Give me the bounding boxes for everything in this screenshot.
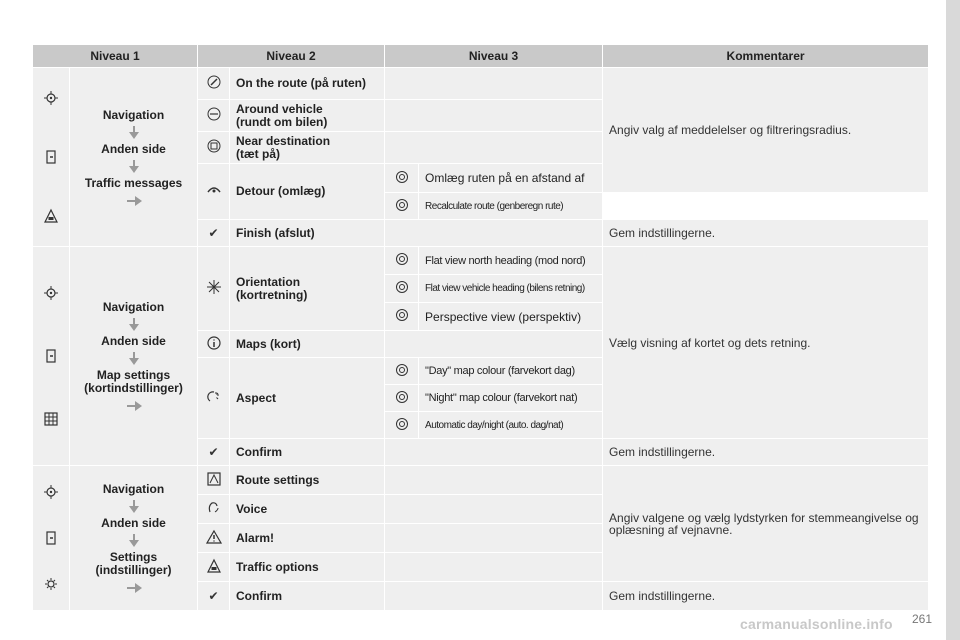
level1-step: Traffic messages (84, 175, 183, 190)
arrow-right-icon (127, 196, 141, 206)
arrow-right-icon (127, 583, 141, 593)
header-level2: Niveau 2 (198, 45, 385, 68)
level3-empty (385, 582, 603, 611)
level3-empty (385, 132, 603, 164)
level1-icons (33, 68, 70, 247)
settings-table (32, 44, 929, 611)
level3-empty (385, 220, 603, 247)
level2-label: Traffic options (230, 553, 385, 582)
radio-option-icon (396, 281, 408, 293)
settings-page-icon (43, 348, 59, 364)
level2-label: Around vehicle (rundt om bilen) (230, 100, 385, 132)
level2-label: On the route (på ruten) (230, 68, 385, 100)
level3-empty (385, 553, 603, 582)
level3-option: Recalculate route (genberegn rute) (419, 193, 603, 220)
row-comment: Gem indstillingerne. (603, 220, 929, 247)
row-comment: Gem indstillingerne. (603, 439, 929, 466)
level3-empty (385, 524, 603, 553)
level3-empty (385, 100, 603, 132)
alarm-icon (206, 529, 222, 545)
navigation-crosshair-icon (43, 484, 59, 500)
level1-step: Navigation (102, 300, 165, 314)
level2-label: Confirm (230, 439, 385, 466)
radio-option-icon (396, 253, 408, 265)
level1-step: Anden side (101, 141, 166, 156)
level3-empty (385, 68, 603, 100)
level3-option: "Night" map colour (farvekort nat) (419, 385, 603, 412)
navigation-crosshair-icon (43, 285, 59, 301)
radio-option-icon (396, 418, 408, 430)
settings-page-icon (43, 149, 59, 165)
traffic-icon (43, 208, 59, 224)
level2-label: Near destination (tæt på) (230, 132, 385, 164)
level3-empty (385, 495, 603, 524)
radio-option-icon (396, 309, 408, 321)
info-icon (206, 335, 222, 351)
level1-step: Anden side (101, 516, 166, 530)
section-comment: Angiv valg af meddelelser og filtreringsradius. (603, 68, 929, 193)
level2-label: Route settings (230, 466, 385, 495)
level1-path (70, 466, 198, 611)
level2-label: Maps (kort) (230, 331, 385, 358)
level3-option: "Day" map colour (farvekort dag) (419, 358, 603, 385)
table-row (33, 466, 929, 495)
route-icon (206, 74, 222, 90)
radio-option-icon (396, 391, 408, 403)
table-row (33, 68, 929, 100)
level3-option: Flat view vehicle heading (bilens retning) (419, 275, 603, 303)
level3-empty (385, 439, 603, 466)
arrow-right-icon (127, 401, 141, 411)
level2-label: Aspect (230, 358, 385, 439)
level1-step: Anden side (101, 334, 166, 348)
section-comment: Vælg visning af kortet og dets retning. (603, 247, 929, 439)
level3-option: Omlæg ruten på en afstand af (419, 164, 603, 193)
level2-label: Confirm (230, 582, 385, 611)
navigation-crosshair-icon (43, 90, 59, 106)
header-level1: Niveau 1 (33, 45, 198, 68)
radio-option-icon (396, 364, 408, 376)
row-comment: Gem indstillingerne. (603, 582, 929, 611)
table-header-row (33, 45, 929, 68)
header-level3: Niveau 3 (385, 45, 603, 68)
detour-icon (206, 182, 222, 198)
table-row (33, 247, 929, 275)
header-comments: Kommentarer (603, 45, 929, 68)
level2-label: Detour (omlæg) (230, 164, 385, 220)
voice-icon (206, 500, 222, 516)
level3-option: Flat view north heading (mod nord) (419, 247, 603, 275)
level1-path (70, 247, 198, 466)
compass-icon (206, 279, 222, 295)
destination-icon (206, 138, 222, 154)
route-settings-icon (206, 471, 222, 487)
gear-icon (43, 576, 59, 592)
level1-icons (33, 247, 70, 466)
level1-step: Settings (indstillinger) (95, 550, 172, 577)
level3-option: Perspective view (perspektiv) (419, 303, 603, 331)
level1-path (70, 68, 198, 247)
level3-empty (385, 466, 603, 495)
level1-step: Navigation (102, 482, 165, 496)
traffic-options-icon (206, 558, 222, 574)
radio-option-icon (396, 199, 408, 211)
section-comment: Angiv valgene og vælg lydstyrken for stemmeangivelse og oplæsning af vejnavne. (603, 466, 929, 582)
level3-option: Automatic day/night (auto. dag/nat) (419, 412, 603, 439)
vehicle-icon (206, 106, 222, 122)
level2-label: Voice (230, 495, 385, 524)
level1-icons (33, 466, 70, 611)
settings-page-icon (43, 530, 59, 546)
level2-label: Alarm! (230, 524, 385, 553)
radio-option-icon (396, 171, 408, 183)
day-night-icon (206, 389, 222, 405)
level2-label: Orientation (kortretning) (230, 247, 385, 331)
map-grid-icon (43, 411, 59, 427)
level1-step: Map settings (kortindstillinger) (84, 368, 183, 395)
page-edge-strip (946, 0, 960, 640)
check-icon: ✔ (208, 226, 219, 240)
level3-empty (385, 331, 603, 358)
check-icon: ✔ (208, 445, 219, 459)
page-number: 261 (911, 612, 932, 626)
watermark: carmanualsonline.info (740, 616, 893, 632)
level2-label: Finish (afslut) (230, 220, 385, 247)
level1-step: Navigation (102, 107, 165, 122)
check-icon: ✔ (208, 589, 219, 603)
